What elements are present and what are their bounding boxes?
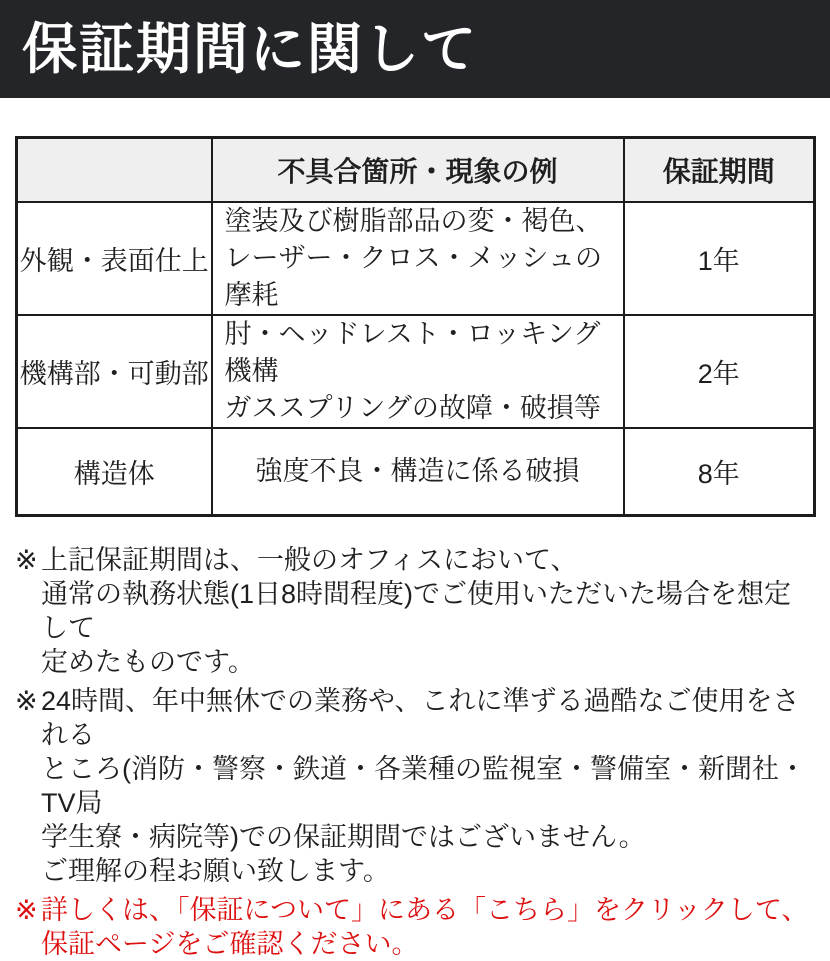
example-line: レーザー・クロス・メッシュの摩耗 [224, 242, 602, 310]
note-line: 上記保証期間は、一般のオフィスにおいて、 [41, 545, 578, 575]
period-cell: 2年 [624, 315, 815, 428]
example-line: 肘・ヘッドレスト・ロッキング機構 [224, 318, 601, 386]
note-line: 24時間、年中無休での業務や、これに準ずる過酷なご使用をされる [41, 686, 800, 750]
note-line: 詳しくは、「保証について」にある「こちら」をクリックして、 [41, 895, 809, 925]
note-marker: ※ [15, 895, 38, 925]
example-cell [212, 202, 624, 315]
note-body [41, 893, 815, 961]
category-cell: 外観・表面仕上 [17, 202, 212, 315]
example-line: 強度不良・構造に係る破損 [255, 455, 580, 486]
note-marker: ※ [15, 545, 38, 575]
page-title: 保証期間に関して [22, 17, 479, 80]
example-cell [212, 428, 624, 516]
period-cell: 1年 [624, 202, 815, 315]
note-body [41, 543, 815, 679]
table-row [17, 315, 815, 428]
note-line: 保証ページをご確認ください。 [41, 929, 419, 959]
example-cell [212, 315, 624, 428]
column-header-category [17, 138, 212, 202]
table-row [17, 428, 815, 516]
table-header-row [17, 138, 815, 202]
note-line: ところ(消防・警察・鉄道・各業種の監視室・警備室・新聞社・TV局 [41, 754, 806, 818]
note-line: ご理解の程お願い致します。 [41, 856, 390, 886]
note-body [41, 684, 815, 888]
note-line: 定めたものです。 [41, 647, 255, 677]
example-line: 塗装及び樹脂部品の変・褐色、 [224, 205, 603, 236]
category-cell: 機構部・可動部 [17, 315, 212, 428]
period-cell: 8年 [624, 428, 815, 516]
example-line: ガススプリングの故障・破損等 [224, 392, 601, 423]
notes-section [15, 543, 815, 961]
note-line: 通常の執務状態(1日8時間程度)でご使用いただいた場合を想定して [41, 579, 792, 643]
note-marker: ※ [15, 686, 38, 716]
note-warranty-page-link [15, 893, 815, 961]
note-office-usage [15, 543, 815, 679]
category-cell: 構造体 [17, 428, 212, 516]
note-heavy-usage [15, 684, 815, 888]
note-line: 学生寮・病院等)での保証期間ではございません。 [41, 822, 646, 852]
column-header-example: 不具合箇所・現象の例 [212, 138, 624, 202]
warranty-table [15, 136, 816, 517]
table-row [17, 202, 815, 315]
page-banner [0, 0, 830, 98]
column-header-period: 保証期間 [624, 138, 815, 202]
